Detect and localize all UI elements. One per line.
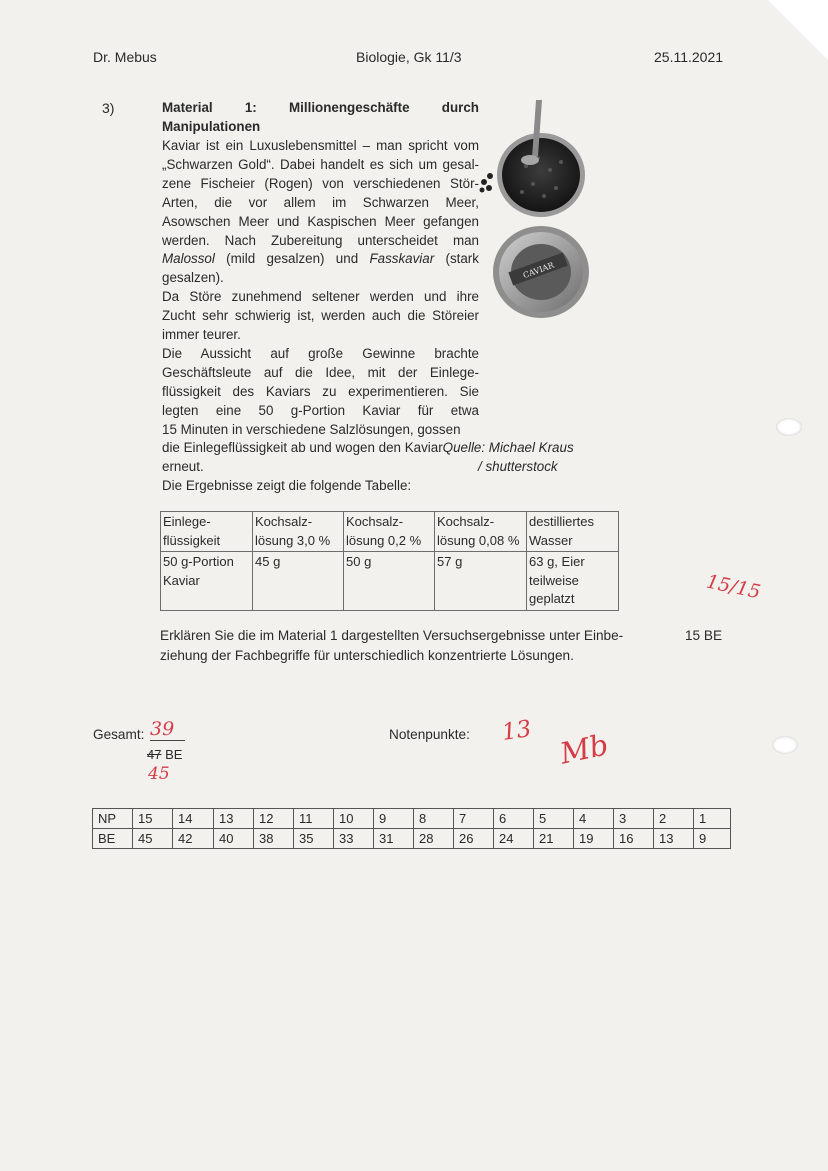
text-line: legten eine 50 g-Portion Kaviar für etwa <box>162 402 479 418</box>
cell-line: lösung 0,2 % <box>346 532 422 548</box>
page-corner-fold <box>768 0 828 60</box>
table-cell: 11 <box>294 809 334 829</box>
term-fasskaviar: Fasskaviar <box>369 251 435 267</box>
max-points <box>147 747 182 762</box>
term-malossol: Malossol <box>162 251 215 267</box>
cell-line: Einlege- <box>163 514 211 529</box>
text-line: Asowschen Meer und Kaspischen Meer gefangen <box>162 213 479 229</box>
table-cell: 7 <box>454 809 494 829</box>
table-cell: 40 <box>214 829 254 849</box>
punch-hole <box>776 418 802 436</box>
table-cell: 9 <box>694 829 731 849</box>
max-points-struck: 47 <box>147 747 162 762</box>
task-points: 15 BE <box>685 628 723 643</box>
table-cell: 31 <box>374 829 414 849</box>
text-fragment: (mild gesalzen) und <box>226 251 359 267</box>
punch-hole <box>772 736 798 754</box>
text-line: „Schwarzen Gold“. Dabei handelt es sich um gesal- <box>162 156 479 172</box>
text-line <box>162 250 479 269</box>
text-line: Da Störe zunehmend seltener werden und ihre <box>162 289 479 305</box>
cell-line: 63 g, Eier <box>529 554 585 569</box>
cell-line: teilweise <box>529 572 579 588</box>
handwritten-total: 39 <box>150 718 185 741</box>
table-cell: 14 <box>173 809 214 829</box>
table-cell: 16 <box>614 829 654 849</box>
cell-line: Wasser <box>529 532 573 548</box>
table-cell: 4 <box>574 809 614 829</box>
material-title <box>162 99 479 118</box>
cell-line: Kochsalz- <box>437 514 495 529</box>
title-word: durch <box>441 100 479 115</box>
table-row <box>161 512 619 552</box>
table-cell <box>527 552 619 611</box>
table-cell: 13 <box>214 809 254 829</box>
table-cell: 33 <box>334 829 374 849</box>
text-line: Kaviar ist ein Luxuslebensmittel – man spricht vom <box>162 138 479 153</box>
table-cell: BE <box>93 829 133 849</box>
table-header-cell <box>344 512 435 552</box>
material-text <box>162 137 479 440</box>
handwritten-max-points: 45 <box>148 764 170 784</box>
cell-line: lösung 0,08 % <box>437 532 520 548</box>
text-line: Arten, die vor allem im Schwarzen Meer, <box>162 194 479 210</box>
max-points-unit: BE <box>165 747 183 762</box>
cell-line: 57 g <box>437 554 463 569</box>
table-header-cell <box>527 512 619 552</box>
header-date: 25.11.2021 <box>654 49 724 65</box>
text-line: Die Ergebnisse zeigt die folgende Tabelle: <box>162 478 412 493</box>
table-cell: 26 <box>454 829 494 849</box>
header-teacher: Dr. Mebus <box>93 49 157 65</box>
table-cell <box>435 552 527 611</box>
table-cell: 6 <box>494 809 534 829</box>
text-line: Geschäftsleute auf die Idee, mit der Einlege- <box>162 364 479 380</box>
caviar-image <box>478 96 604 330</box>
table-cell: 28 <box>414 829 454 849</box>
table-row-np <box>93 809 731 829</box>
text-fragment: (stark <box>445 251 479 267</box>
table-cell: 12 <box>254 809 294 829</box>
teacher-signature: Mb <box>556 727 612 771</box>
table-header-cell <box>435 512 527 552</box>
question-line: ziehung der Fachbegriffe für unterschiedlich konzentrierte Lösungen. <box>160 648 574 663</box>
table-cell <box>344 552 435 611</box>
text-line: 15 Minuten in verschiedene Salzlösungen, gossen <box>162 421 461 437</box>
cell-line: Kochsalz- <box>346 514 404 529</box>
title-word: 1: <box>244 100 257 115</box>
title-word: Material <box>162 100 213 115</box>
text-line: erneut. <box>162 459 204 474</box>
text-line <box>162 439 574 458</box>
cell-line: lösung 3,0 % <box>255 532 331 548</box>
table-cell: 3 <box>614 809 654 829</box>
table-cell: NP <box>93 809 133 829</box>
table-header-cell <box>161 512 253 552</box>
table-row <box>161 552 619 611</box>
table-cell: 8 <box>414 809 454 829</box>
material-title-line2: Manipulationen <box>162 119 261 134</box>
caviar-label: CAVIAR <box>521 260 556 281</box>
grade-scale-table <box>92 808 731 849</box>
cell-line: geplatzt <box>529 591 575 606</box>
table-cell: 45 <box>133 829 173 849</box>
table-cell <box>161 552 253 611</box>
cell-line: Kaviar <box>163 572 200 588</box>
table-cell: 10 <box>334 809 374 829</box>
table-cell: 42 <box>173 829 214 849</box>
results-table <box>160 511 619 611</box>
table-cell: 5 <box>534 809 574 829</box>
cell-line: 45 g <box>255 554 281 569</box>
text-line: Die Aussicht auf große Gewinne brachte <box>162 345 479 361</box>
table-cell: 24 <box>494 829 534 849</box>
table-cell: 21 <box>534 829 574 849</box>
image-source-2: / shutterstock <box>478 459 558 474</box>
table-cell: 38 <box>254 829 294 849</box>
title-word: Millionengeschäfte <box>289 100 410 115</box>
text-fragment: die Einlegeflüssigkeit ab und wogen den Kaviar <box>162 440 443 455</box>
table-cell: 19 <box>574 829 614 849</box>
question-line: Erklären Sie die im Material 1 dargestellten Versuchsergebnisse unter Einbe- <box>160 628 624 643</box>
gesamt-label: Gesamt: <box>93 727 145 742</box>
cell-line: 50 g-Portion <box>163 554 234 569</box>
cell-line: Kochsalz- <box>255 514 313 529</box>
table-row-be <box>93 829 731 849</box>
handwritten-task-score: 15/15 <box>704 570 763 604</box>
image-source: Quelle: Michael Kraus <box>442 440 574 455</box>
cell-line: destilliertes <box>529 514 595 529</box>
table-header-cell <box>253 512 344 552</box>
table-cell: 9 <box>374 809 414 829</box>
table-cell: 2 <box>654 809 694 829</box>
text-line: werden. Nach Zubereitung unterscheidet man <box>162 232 479 248</box>
header-course: Biologie, Gk 11/3 <box>356 49 462 65</box>
notenpunkte-label: Notenpunkte: <box>389 727 470 742</box>
task-number: 3) <box>102 100 115 116</box>
text-line: gesalzen). <box>162 270 224 286</box>
text-line: Zucht sehr schwierig ist, werden auch die Störeier <box>162 308 479 324</box>
table-cell <box>253 552 344 611</box>
table-cell: 13 <box>654 829 694 849</box>
text-line: flüssigkeit des Kaviars zu experimentieren. Sie <box>162 383 479 399</box>
cell-line: flüssigkeit <box>163 532 221 548</box>
text-line: zene Fischeier (Rogen) von verschiedenen Stör- <box>162 175 479 191</box>
table-cell: 35 <box>294 829 334 849</box>
text-line: immer teurer. <box>162 327 241 343</box>
table-cell: 15 <box>133 809 173 829</box>
table-cell: 1 <box>694 809 731 829</box>
handwritten-grade-points: 13 <box>500 716 533 746</box>
cell-line: 50 g <box>346 554 372 569</box>
